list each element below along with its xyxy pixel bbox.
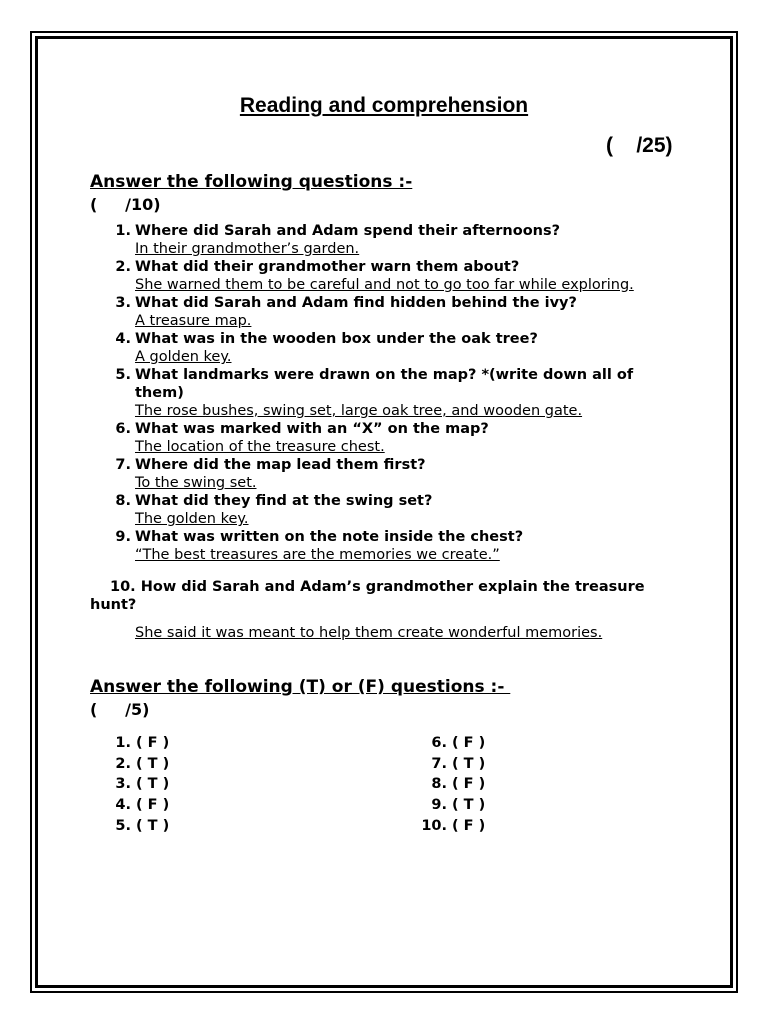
tf-value: ( T ) <box>136 755 170 772</box>
tf-number: 9. <box>431 797 447 814</box>
question-item <box>90 492 680 528</box>
tf-item <box>90 795 169 816</box>
tf-item <box>90 816 169 837</box>
tf-item <box>406 795 485 816</box>
tf-answers-left <box>90 733 169 837</box>
question-number: 3. <box>115 295 131 311</box>
answer-text: The location of the treasure chest. <box>135 439 385 455</box>
total-score: ( /25) <box>606 134 673 157</box>
question-item <box>90 420 680 456</box>
question-number: 5. <box>115 367 131 383</box>
tf-number: 7. <box>431 755 447 772</box>
question-text: What was marked with an “X” on the map? <box>135 421 489 437</box>
question-item <box>90 528 680 564</box>
answer-text: A treasure map. <box>135 313 252 329</box>
question-item <box>90 456 680 492</box>
section1-score: ( /10) <box>90 195 161 214</box>
question-number: 7. <box>115 457 131 473</box>
tf-number: 1. <box>115 735 131 751</box>
question-text: Where did the map lead them first? <box>135 457 426 473</box>
tf-item <box>90 733 169 754</box>
question-item <box>90 222 680 258</box>
worksheet-title: Reading and comprehension <box>239 94 529 117</box>
question-item <box>90 258 680 294</box>
answer-text: A golden key. <box>135 349 232 365</box>
question-number: 4. <box>115 331 131 347</box>
tf-item <box>406 774 485 795</box>
tf-number: 6. <box>431 735 447 751</box>
tf-value: ( T ) <box>452 755 486 772</box>
answer-text: She warned them to be careful and not to go too far while exploring. <box>135 277 634 293</box>
answer-text: To the swing set. <box>135 475 257 491</box>
section2-score: ( /5) <box>90 700 150 719</box>
answer-text: The rose bushes, swing set, large oak tree, and wooden gate. <box>135 403 583 419</box>
tf-item <box>90 774 169 795</box>
tf-number: 5. <box>115 817 131 834</box>
question-list <box>90 222 680 564</box>
question-text: What did their grandmother warn them about? <box>135 259 520 275</box>
question-number: 8. <box>115 493 131 509</box>
tf-value: ( T ) <box>136 817 170 834</box>
tf-number: 10. <box>421 817 447 834</box>
section2-heading: Answer the following (T) or (F) questions :- <box>90 677 511 697</box>
tf-answers-right <box>406 733 485 837</box>
question-item <box>90 294 680 330</box>
question-number: 9. <box>115 529 131 545</box>
tf-number: 4. <box>115 797 131 814</box>
section1-heading: Answer the following questions :- <box>90 172 413 192</box>
question-text: What landmarks were drawn on the map? *(write down all of them) <box>135 367 634 401</box>
question-text: What was in the wooden box under the oak tree? <box>135 331 538 347</box>
answer-text: In their grandmother’s garden. <box>135 241 360 257</box>
question-number: 1. <box>115 223 131 239</box>
tf-item <box>406 816 485 837</box>
question-text: What did Sarah and Adam find hidden behind the ivy? <box>135 295 577 311</box>
tf-value: ( F ) <box>452 817 486 834</box>
tf-item <box>406 754 485 775</box>
question-number: 2. <box>115 259 131 275</box>
answer-text: The golden key. <box>135 511 249 527</box>
tf-value: ( T ) <box>452 797 486 814</box>
tf-item <box>90 754 169 775</box>
tf-number: 3. <box>115 776 131 793</box>
tf-value: ( F ) <box>136 797 170 814</box>
question-number: 6. <box>115 421 131 437</box>
question-item <box>90 330 680 366</box>
question-10-text: 10. How did Sarah and Adam’s grandmother explain the treasure hunt? <box>90 579 645 613</box>
tf-value: ( T ) <box>136 776 170 793</box>
question-text: What was written on the note inside the chest? <box>135 529 524 545</box>
answer-text: “The best treasures are the memories we create.” <box>135 547 500 563</box>
question-text: What did they find at the swing set? <box>135 493 433 509</box>
question-item <box>90 366 680 420</box>
tf-number: 8. <box>431 776 447 793</box>
tf-value: ( F ) <box>452 776 486 793</box>
tf-item <box>406 733 485 754</box>
tf-value: ( F ) <box>136 735 170 751</box>
question-text: Where did Sarah and Adam spend their afternoons? <box>135 223 561 239</box>
question-10-answer: She said it was meant to help them create wonderful memories. <box>135 625 603 641</box>
tf-value: ( F ) <box>452 735 486 751</box>
tf-number: 2. <box>115 755 131 772</box>
